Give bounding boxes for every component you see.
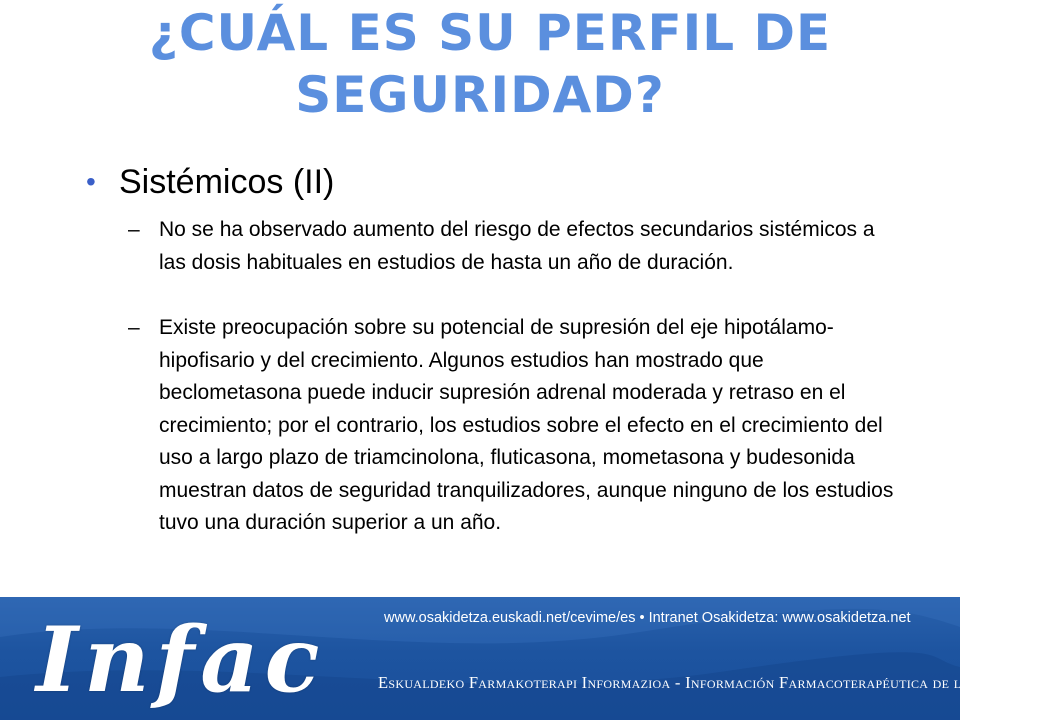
footer-banner (0, 597, 1041, 720)
sub-bullet-text: Existe preocupación sobre su potencial de supresión del eje hipotálamo-hipofisario y del crecimiento. Algunos estudios han mostrado que beclometasona puede inducir supresión adrenal moderada y retraso en el crecimiento; por el contrario, los estudios sobre el efecto en el crecimiento del uso a largo plazo de triamcinolona, fluticasona, mometasona y budesonida muestran datos de seguridad tranquilizadores, aunque ninguno de los estudios tuvo una duración superior a un año. (159, 316, 894, 534)
footer-urls: www.osakidetza.euskadi.net/cevime/es • Intranet Osakidetza: www.osakidetza.net (384, 610, 911, 626)
sub-bullet-marker: – (128, 316, 140, 339)
sub-bullet-2 (128, 312, 898, 540)
sub-bullet-marker: – (128, 218, 140, 241)
bullet-marker: • (86, 166, 96, 197)
sub-bullet-text: No se ha observado aumento del riesgo de efectos secundarios sistémicos a las dosis habituales en estudios de hasta un año de duración. (159, 218, 875, 274)
slide-title-line-1: ¿CUÁL ES SU PERFIL DE (148, 4, 832, 62)
slide-title-line-2: SEGURIDAD? (295, 66, 665, 124)
footer-tagline: Eskualdeko Farmakoterapi Informazioa - Información Farmacoterapéutica de la Comarca (378, 673, 1041, 692)
infac-logo: Infac (36, 607, 326, 713)
main-bullet-text: Sistémicos (II) (119, 163, 335, 201)
sub-bullet-1 (128, 214, 898, 279)
slide-title (0, 2, 960, 126)
